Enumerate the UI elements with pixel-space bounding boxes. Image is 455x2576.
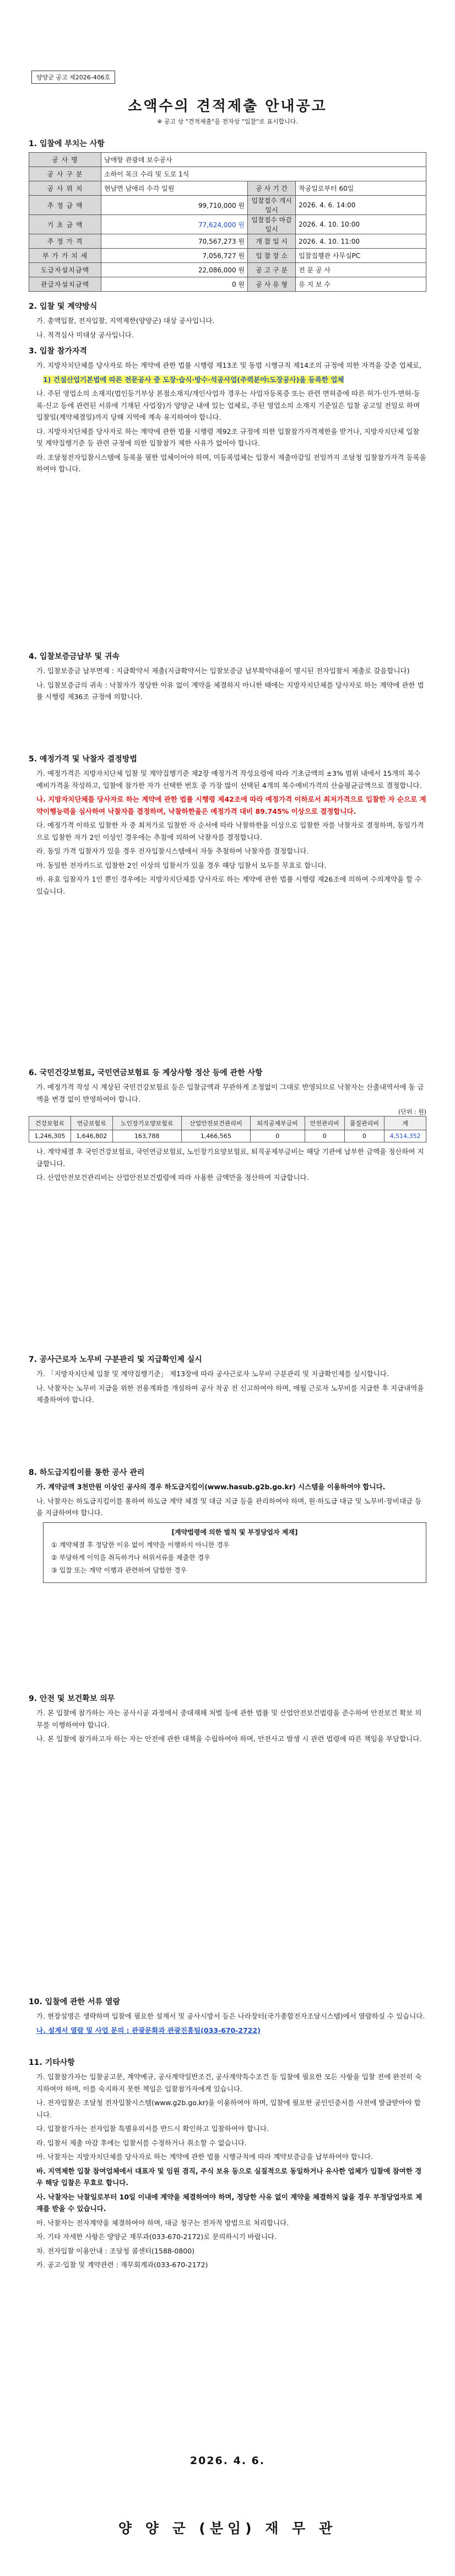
table-value: 2026. 4. 10. 11:00 <box>296 234 426 249</box>
table-row <box>29 1130 426 1142</box>
paragraph: 가. 본 입찰에 참가하는 자는 공사시공 과정에서 중대재해 처벌 등에 관한 법률 및 산업안전보건법령을 준수하여 안전보건 확보 의무를 이행하여야 합니다. <box>36 1709 422 1729</box>
penalty-box <box>43 1522 426 1584</box>
paragraph: 가. 예정가격은 지방자치단체 입찰 및 계약집행기준 제2장 예정가격 작성요령에 따라 기초금액의 ±3% 범위 내에서 15개의 복수예비가격을 작성하고, 입찰에 참가한 자가 선택한 번호 중 가장 많이 선택된 4개의 복수예비가격의 산술평균금액으로 결정합니다. <box>36 769 422 790</box>
paragraph: 나. 낙찰자는 하도급지킴이를 통하여 하도급 계약 체결 및 대금 지급 등을 관리하여야 하며, 원·하도급 대금 및 노무비·장비대금 등을 지급하여야 합니다. <box>36 1496 422 1517</box>
table-value: 남애항 관광데 보수공사 <box>101 153 426 167</box>
table-value: 77,624,000 원 <box>101 215 248 234</box>
table-cell: 0 <box>250 1130 305 1142</box>
section-7 <box>29 1354 426 1408</box>
paragraph: 가. 계약금액 3천만원 이상인 공사의 경우 하도급지킴이(www.hasub.g2b.go.kr) 시스템을 이용하여야 합니다. <box>36 1483 386 1491</box>
table-row <box>29 277 426 292</box>
paragraph: 라. 동일 가격 입찰자가 있을 경우 전자입찰시스템에서 자동 추첨하여 낙찰자를 결정합니다. <box>36 847 309 855</box>
paragraph: 카. 공고·입찰 및 계약관련 : 재무회계과(033-670-2172) <box>36 2261 208 2269</box>
paragraph: 마. 동일한 전자카드로 입찰한 2인 이상의 입찰서가 있을 경우 해당 입찰서 모두를 무효로 합니다. <box>36 861 327 870</box>
box-line: ② 부당하게 이익을 취득하거나 허위서류를 제출한 경우 <box>51 1553 210 1561</box>
table-row <box>29 215 426 234</box>
table-label: 도급자설치금액 <box>29 263 101 277</box>
section-6 <box>29 1067 426 1186</box>
table-label: 공 사 구 분 <box>29 167 101 181</box>
paragraph: 마. 낙찰자는 지방자치단체를 당사자로 하는 계약에 관한 법률 시행규칙에 따라 계약보증금을 납부하여야 합니다. <box>36 2153 373 2161</box>
table-cell: 1,466,565 <box>181 1130 250 1142</box>
table-header: 계 <box>384 1117 426 1130</box>
paragraph: 가. 지방자치단체를 당사자로 하는 계약에 관한 법률 시행령 제13조 및 동법 시행규칙 제14조의 규정에 의한 자격을 갖춘 업체로, <box>36 361 421 369</box>
table-cell: 163,788 <box>112 1130 181 1142</box>
table-label: 기 초 금 액 <box>29 215 101 234</box>
table-header: 연금보험료 <box>71 1117 112 1130</box>
paragraph: 나. 입찰보증금의 귀속 : 낙찰자가 정당한 이유 없이 계약을 체결하지 아니한 때에는 지방자치단체를 당사자로 하는 계약에 관한 법률 시행령 제36조 규정에 의합니다. <box>36 680 424 701</box>
table-label: 공 고 구 분 <box>248 263 296 277</box>
paragraph: 다. 예정가격 이하로 입찰한 자 중 최저가로 입찰한 자 순서에 따라 낙찰하한율 이상으로 입찰한 자를 낙찰자로 결정하며, 동일가격으로 입찰한 자가 2인 이상인 경우에는 추첨에 의하여 낙찰자를 결정합니다. <box>36 821 424 841</box>
table-label: 공 사 위 치 <box>29 181 101 196</box>
section-heading: 6. 국민건강보험료, 국민연금보험료 등 계상사항 정산 등에 관한 사항 <box>29 1069 263 1077</box>
paragraph: 가. 총액입찰, 전자입찰, 지역제한(양양군) 대상 공사입니다. <box>36 316 215 325</box>
section-3 <box>29 345 426 477</box>
table-header: 퇴직공제부금비 <box>250 1117 305 1130</box>
paragraph: 다. 산업안전보건관리비는 산업안전보건법령에 따라 사용한 금액만을 정산하여 지급합니다. <box>36 1173 309 1182</box>
table-row <box>29 153 426 167</box>
section-heading: 2. 입찰 및 계약방식 <box>29 302 98 311</box>
paragraph: 나. 낙찰자는 노무비 지급을 위한 전용계좌를 개설하여 공사 착공 전 신고하여야 하며, 매월 근로자 노무비를 지급한 후 지급내역을 제출하여야 합니다. <box>36 1383 424 1404</box>
section-heading: 5. 예정가격 및 낙찰자 결정방법 <box>29 755 137 764</box>
paragraph: 나. 주된 영업소의 소재지(법인등기부상 본점소재지/개인사업자 경우는 사업자등록증 또는 관련 면허증에 따른 허가·인가·면허·등록·신고 등에 관련된 서류에 기재된 사업장)가 양양군 내에 있는 업체로, 주된 영업소의 소재지 기준일은 입찰 공고일 전일로 하며 입찰일(계약체결일)까지 당해 지역에 계속 유지하여야 합니다. <box>36 389 420 421</box>
table-cell: 4,514,352 <box>384 1130 426 1142</box>
table-header: 노인장기요양보험료 <box>112 1117 181 1130</box>
table-row <box>29 234 426 249</box>
section-1 <box>29 138 426 292</box>
paragraph <box>29 2025 426 2037</box>
paragraph: 가. 「지방자치단체 입찰 및 계약집행기준」 제13장에 따라 공사근로자 노무비 구분관리 및 지급확인제를 실시합니다. <box>36 1370 389 1378</box>
table-value: 소하이 목크 수리 및 도로 1식 <box>101 167 426 181</box>
table-value: 착공일로부터 60일 <box>296 181 426 196</box>
paragraph: 자. 기타 자세한 사항은 양양군 재무과(033-670-2172)로 문의하시기 바랍니다. <box>36 2232 277 2241</box>
table-label: 공 사 유 형 <box>248 277 296 292</box>
paragraph: 나. 전자입찰은 조달청 전자입찰시스템(www.g2b.go.kr)을 이용하여야 하며, 입찰에 필요한 공인인증서를 사전에 발급받아야 합니다. <box>36 2099 421 2119</box>
bid-info-table <box>29 152 426 292</box>
table-label: 입찰접수 개시일시 <box>248 196 296 215</box>
table-value: 22,086,000 원 <box>101 263 248 277</box>
notice-subtitle: ※ 공고 상 "견적제출"을 전자상 "입찰"로 표시합니다. <box>157 118 298 125</box>
paragraph: 나. 계약체결 후 국민건강보험료, 국민연금보험료, 노인장기요양보험료, 퇴직공제부금비는 해당 기관에 납부한 금액을 정산하여 지급합니다. <box>36 1147 424 1168</box>
paragraph: 가. 입찰참가자는 입찰공고문, 계약예규, 공사계약일반조건, 공사계약특수조건 등 입찰에 필요한 모든 사항을 입찰 전에 완전히 숙지하여야 하며, 이를 숙지하지 못한 책임은 입찰참가자에게 있습니다. <box>36 2073 422 2093</box>
table-header: 건강보험료 <box>29 1117 71 1130</box>
paragraph: 바. 지역제한 입찰 참여업체에서 대표자 및 임원 겸직, 주식 보유 등으로 실질적으로 동일하거나 유사한 업체가 입찰에 참여한 경우 해당 입찰은 무효로 합니다. <box>36 2166 422 2187</box>
section-9 <box>29 1693 426 1747</box>
notice-date: 2026. 4. 6. <box>189 2455 266 2467</box>
paragraph: 나. 적격심사 미대상 공사입니다. <box>36 330 134 339</box>
notice-number: 양양군 공고 제2026-406호 <box>31 71 115 84</box>
paragraph: 바. 유효 입찰자가 1인 뿐인 경우에는 지방자치단체를 당사자로 하는 계약에 관한 법률 시행령 제26조에 의하여 수의계약을 할 수 있습니다. <box>36 875 422 895</box>
table-label: 부 가 가 치 세 <box>29 249 101 263</box>
paragraph: 라. 조달청전자입찰시스템에 등록을 필한 업체이어야 하며, 미등록업체는 입찰서 제출마감일 전일까지 조달청 입찰참가자격 등록을 하여야 합니다. <box>36 453 426 473</box>
paragraph: 가. 입찰보증금 납부면제 : 지급확약서 제출(지급확약서는 입찰보증금 납부확약내용이 명시된 전자입찰서 제출로 갈음합니다) <box>36 667 410 675</box>
paragraph: 아. 낙찰자는 전자계약을 체결하여야 하며, 대금 청구는 전자적 방법으로 처리합니다. <box>36 2218 289 2227</box>
highlighted-text: 1) 건설산업기본법에 따른 전문공사 중 도장·습식·방수·석공사업(주력분야:도장공사)을 등록한 업체 <box>43 375 344 384</box>
paragraph <box>29 793 426 817</box>
section-heading: 3. 입찰 참가자격 <box>29 347 87 356</box>
paragraph: 가. 예정가격 작성 시 계상된 국민건강보험료 등은 입찰금액과 무관하게 조정없이 그대로 반영되므로 낙찰자는 산출내역서에 동 금액을 변경 없이 반영하여야 합니다. <box>36 1083 424 1103</box>
section-8 <box>29 1467 426 1586</box>
table-value: 70,567,273 원 <box>101 234 248 249</box>
paragraph: 차. 전자입찰 이용안내 : 조달청 콜센터(1588-0800) <box>36 2246 195 2255</box>
table-cell: 0 <box>305 1130 344 1142</box>
table-cell: 1,246,305 <box>29 1130 71 1142</box>
table-cell: 1,646,802 <box>71 1130 112 1142</box>
table-row <box>29 167 426 181</box>
table-label: 추 정 가 격 <box>29 234 101 249</box>
section-heading: 7. 공사근로자 노무비 구분관리 및 지급확인제 실시 <box>29 1355 202 1364</box>
section-5 <box>29 753 426 899</box>
table-cell: 0 <box>344 1130 384 1142</box>
table-value: 2026. 4. 6. 14:00 <box>296 196 426 215</box>
table-value: 현남면 남애리 수각 일원 <box>101 181 248 196</box>
table-label: 추 정 금 액 <box>29 196 101 215</box>
table-row <box>29 249 426 263</box>
table-label: 개 찰 일 시 <box>248 234 296 249</box>
section-heading: 11. 기타사항 <box>29 2058 75 2067</box>
table-header: 안전관리비 <box>305 1117 344 1130</box>
box-line: ③ 입찰 또는 계약 이행과 관련하여 담합한 경우 <box>51 1566 187 1575</box>
section-11 <box>29 2057 426 2273</box>
contact-text: 나. 설계서 열람 및 사업 문의 : 관광문화과 관광진흥팀(033-670-2722) <box>36 2026 261 2035</box>
table-label: 공 사 명 <box>29 153 101 167</box>
table-header: 산업안전보건관리비 <box>181 1117 250 1130</box>
table-value: 입찰집행관 사무실PC <box>296 249 426 263</box>
unit-label: (단위 : 원) <box>398 1108 426 1115</box>
notice-title: 소액수의 견적제출 안내공고 <box>128 98 327 115</box>
table-header: 품질관리비 <box>344 1117 384 1130</box>
section-2 <box>29 300 426 343</box>
table-header-row <box>29 1117 426 1130</box>
table-value: 유 지 보 수 <box>296 277 426 292</box>
table-value: 2026. 4. 10. 10:00 <box>296 215 426 234</box>
section-heading: 8. 하도급지킴이를 통한 공사 관리 <box>29 1468 145 1477</box>
table-value: 7,056,727 원 <box>101 249 248 263</box>
table-label: 입 찰 장 소 <box>248 249 296 263</box>
section-4 <box>29 651 426 705</box>
table-row <box>29 196 426 215</box>
paragraph: 사. 낙찰자는 낙찰일로부터 10일 이내에 계약을 체결하여야 하며, 정당한 사유 없이 계약을 체결하지 않을 경우 부정당업자로 제재를 받을 수 있습니다. <box>36 2192 422 2213</box>
section-heading: 4. 입찰보증금납부 및 귀속 <box>29 652 120 661</box>
table-value: 전 문 공 사 <box>296 263 426 277</box>
table-row <box>29 181 426 196</box>
paragraph: 다. 입찰참가자는 전자입찰 특별유의서를 반드시 확인하고 입찰하여야 합니다. <box>36 2124 269 2133</box>
paragraph <box>29 374 426 386</box>
box-line: ① 계약체결 후 정당한 이유 없이 계약을 이행하지 아니한 경우 <box>51 1541 230 1549</box>
paragraph: 가. 현장설명은 생략하며 입찰에 필요한 설계서 및 공사시방서 등은 나라장터(국가종합전자조달시스템)에서 열람하실 수 있습니다. <box>36 2012 425 2020</box>
table-label: 입찰접수 마감일시 <box>248 215 296 234</box>
paragraph: 다. 지방자치단체를 당사자로 하는 계약에 관한 법률 시행령 제92조 규정에 의한 입찰참가자격제한을 받거나, 지방자치단체 입찰 및 계약집행기준 등 관련 규정에 의한 입찰참가 제한 사유가 없어야 합니다. <box>36 427 420 447</box>
box-title: [계약법령에 의한 벌칙 및 부정당업자 제재] <box>171 1528 298 1536</box>
table-row <box>29 263 426 277</box>
section-10 <box>29 1996 426 2038</box>
paragraph: 나. 본 입찰에 참가하고자 하는 자는 안전에 관한 대책을 수립하여야 하며, 안전사고 발생 시 관련 법령에 따른 책임을 부담합니다. <box>36 1735 422 1743</box>
issuer-name: 양 양 군 (분임) 재 무 관 <box>118 2520 337 2536</box>
highlighted-text: 나. 지방자치단체를 당사자로 하는 계약에 관한 법률 시행령 제42조에 따라 예정가격 이하로서 최저가격으로 입찰한 자 순으로 계약이행능력을 심사하여 낙찰자를 결정하며, 낙찰하한율은 예정가격 대비 89.745% 이상으로 결정합니다. <box>36 795 426 815</box>
section-heading: 9. 안전 및 보건확보 의무 <box>29 1694 115 1703</box>
table-label: 관급자설치금액 <box>29 277 101 292</box>
section-heading: 1. 입찰에 부치는 사항 <box>29 139 105 148</box>
table-label: 공 사 기 간 <box>248 181 296 196</box>
insurance-table <box>29 1116 426 1142</box>
table-value: 0 원 <box>101 277 248 292</box>
section-heading: 10. 입찰에 관한 서류 열람 <box>29 1998 121 2006</box>
table-value: 99,710,000 원 <box>101 196 248 215</box>
paragraph: 라. 입찰서 제출 마감 후에는 입찰서를 수정하거나 취소할 수 없습니다. <box>36 2138 247 2147</box>
